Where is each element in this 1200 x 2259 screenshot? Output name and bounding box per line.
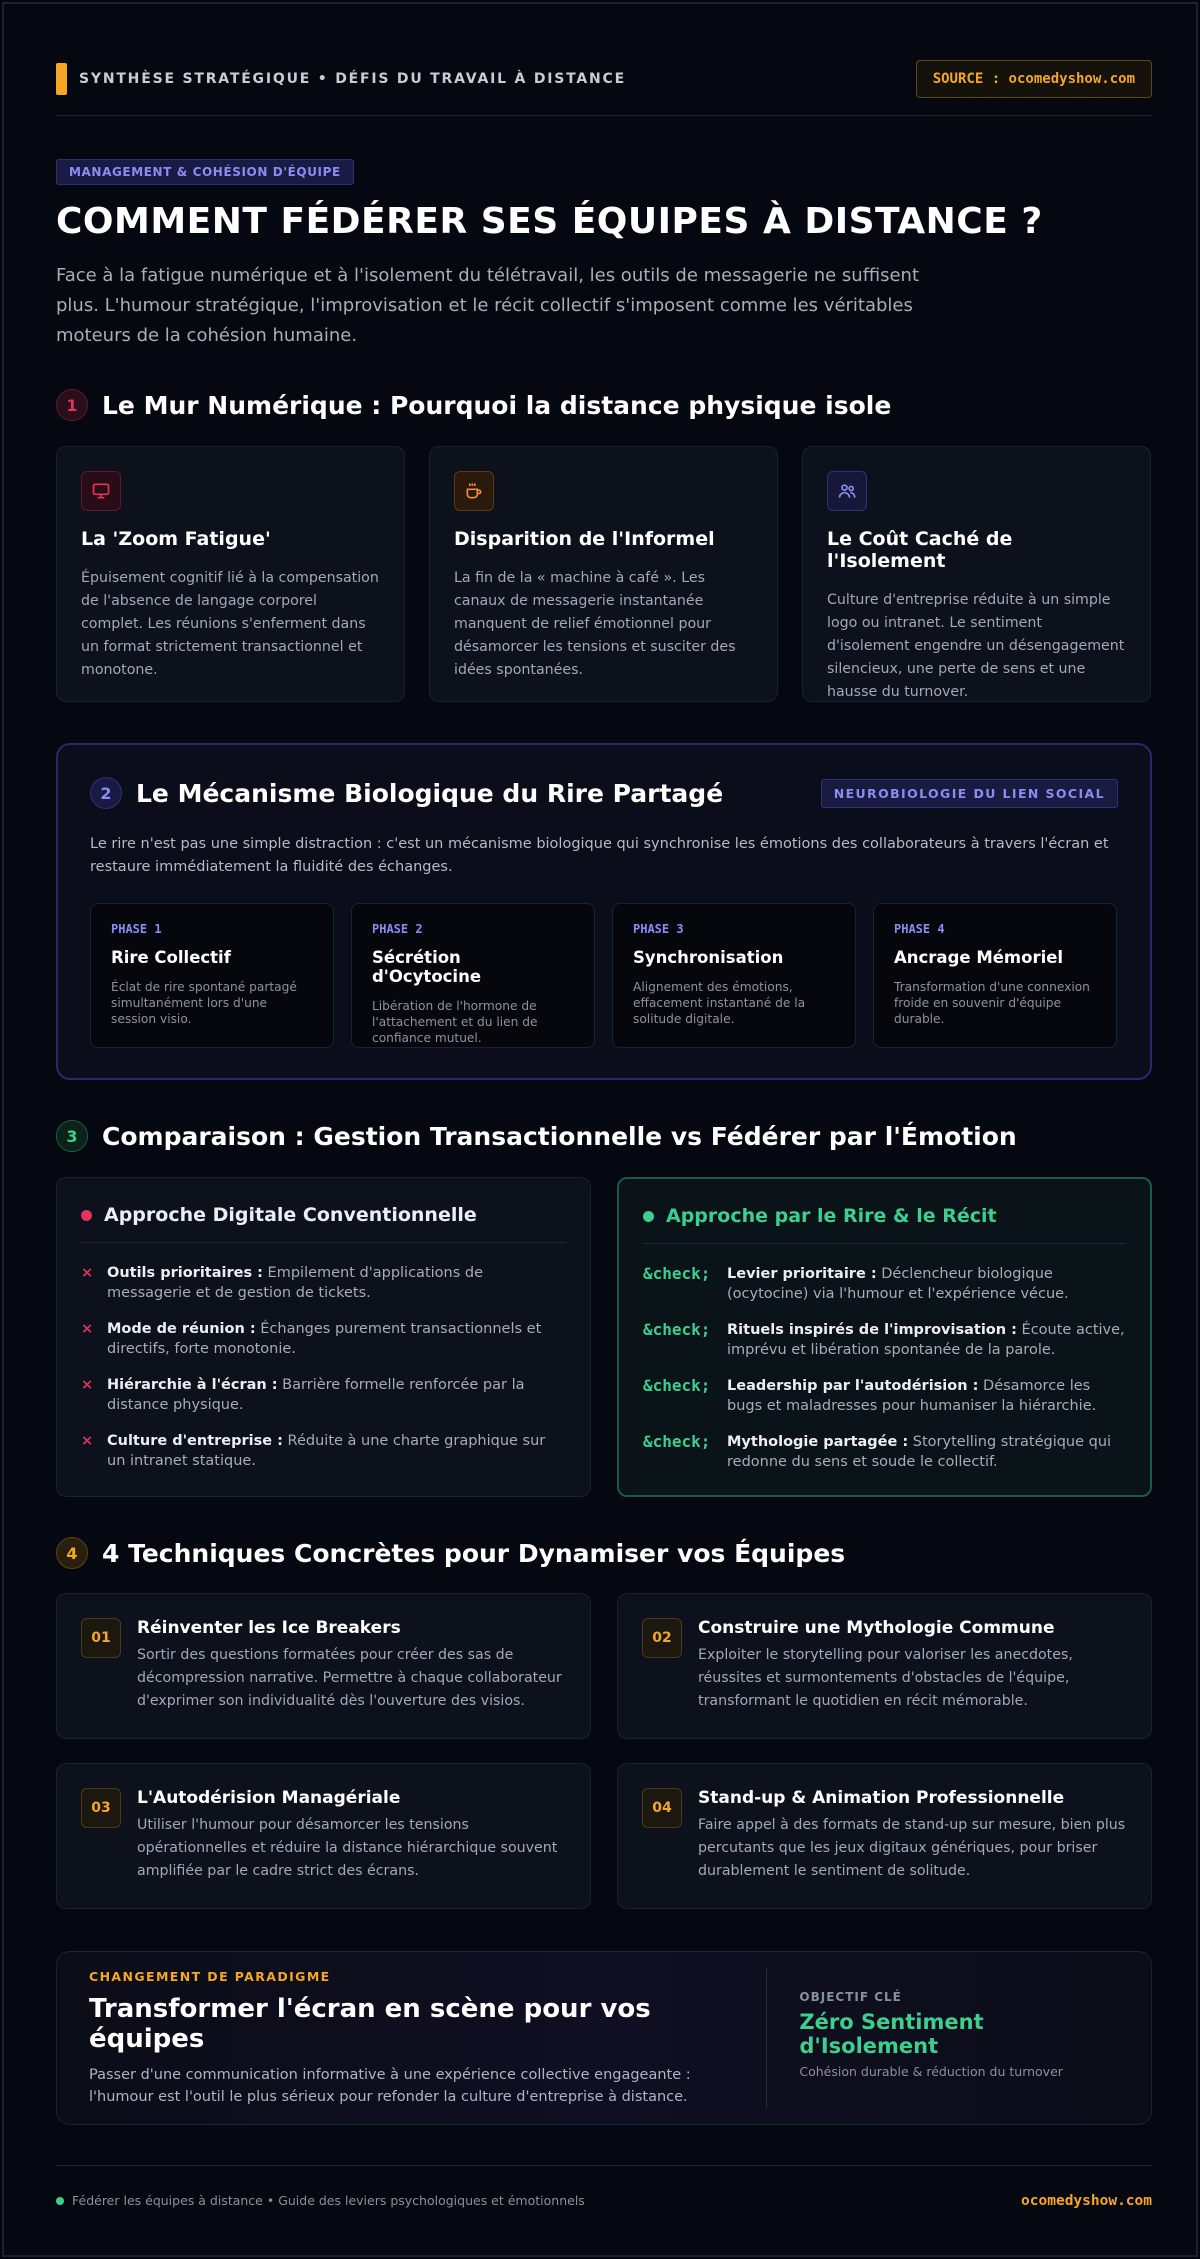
users-icon — [827, 471, 867, 511]
phase-label: PHASE 4 — [894, 922, 945, 936]
list-item: × Hiérarchie à l'écran : Barrière formelle renforcée par la distance physique. — [81, 1377, 525, 1413]
laughter-approach — [617, 1177, 1152, 1497]
footer — [56, 2165, 1152, 2235]
phase-title: Synchronisation — [633, 948, 784, 967]
paradigm-text: Passer d'une communication informative à une expérience collective engageante : l'humour est l'outil le plus sérieux pour refonder la culture d'entreprise à distance. — [89, 2066, 691, 2105]
technique-number: 03 — [81, 1788, 121, 1828]
check-icon: &check; — [643, 1376, 711, 1395]
list-item: &check; Mythologie partagée : Storytelling stratégique qui redonne du sens et soude le collectif. — [643, 1432, 1112, 1470]
check-icon: &check; — [643, 1432, 711, 1451]
source-link[interactable]: SOURCE : ocomedyshow.com — [916, 60, 1152, 98]
card-title: Disparition de l'Informel — [454, 528, 715, 550]
cross-icon: × — [81, 1321, 94, 1337]
list-item: &check; Leadership par l'autodérision : Désamorce les bugs et maladresses pour humaniser la hiérarchie. — [643, 1376, 1097, 1414]
phase-text: Libération de l'hormone de l'attachement et du lien de confiance mutuel. — [372, 999, 538, 1045]
technique-text: Faire appel à des formats de stand-up sur mesure, bien plus percutants que les jeux digitaux génériques, pour briser durablement le sentiment de solitude. — [698, 1817, 1126, 1879]
column-title: Approche Digitale Conventionnelle — [104, 1204, 477, 1226]
section2-desc: Le rire n'est pas une simple distraction : c'est un mécanisme biologique qui synchronise les émotions des collaborateurs à travers l'écran et restaure immédiatement la fluidité des échanges. — [90, 836, 1109, 875]
monitor-icon — [81, 471, 121, 511]
problem-card — [429, 446, 778, 702]
phase-label: PHASE 1 — [111, 922, 162, 936]
technique-card — [617, 1763, 1152, 1909]
card-text: Culture d'entreprise réduite à un simple logo ou intranet. Le sentiment d'isolement engendre un désengagement silencieux, une perte de sens et une hausse du turnover. — [827, 592, 1125, 700]
technique-text: Exploiter le storytelling pour valoriser les anecdotes, réussites et surmontements d'obstacles de l'équipe, transformant le quotidien en récit mémorable. — [698, 1647, 1073, 1709]
technique-number: 02 — [642, 1618, 682, 1658]
section-number: 2 — [90, 777, 122, 809]
section-title: Le Mur Numérique : Pourquoi la distance physique isole — [102, 390, 892, 420]
list-item: × Culture d'entreprise : Réduite à une charte graphique sur un intranet statique. — [81, 1433, 546, 1469]
technique-title: L'Autodérision Managériale — [137, 1788, 401, 1808]
section-number: 3 — [56, 1120, 88, 1152]
technique-title: Stand-up & Animation Professionnelle — [698, 1788, 1065, 1808]
phase-card — [351, 903, 595, 1048]
hero-tag-wrap — [56, 159, 1152, 185]
goal-value: Zéro Sentiment d'Isolement — [799, 2009, 984, 2058]
page-frame — [2, 2, 1198, 2257]
card-text: La fin de la « machine à café ». Les canaux de messagerie instantanée manquent de relief émotionnel pour désamorcer les tensions et susciter des idées spontanées. — [454, 570, 736, 678]
red-dot — [81, 1210, 92, 1221]
status-dot — [56, 2197, 64, 2205]
phase-text: Éclat de rire spontané partagé simultanément lors d'une session visio. — [111, 980, 297, 1026]
goal-label: OBJECTIF CLÉ — [799, 1989, 902, 2004]
phase-label: PHASE 2 — [372, 922, 423, 936]
list-item: &check; Rituels inspirés de l'improvisation : Écoute active, imprévu et libération spontanée de la parole. — [643, 1320, 1125, 1358]
phase-card — [612, 903, 856, 1048]
section-title: 4 Techniques Concrètes pour Dynamiser vos Équipes — [102, 1538, 846, 1568]
section-number: 4 — [56, 1537, 88, 1569]
phase-title: Rire Collectif — [111, 948, 231, 967]
phase-title: Sécrétion d'Ocytocine — [372, 948, 482, 986]
technique-card — [617, 1593, 1152, 1739]
list-item: × Mode de réunion : Échanges purement transactionnels et directifs, forte monotonie. — [81, 1321, 542, 1357]
cross-icon: × — [81, 1265, 94, 1281]
neuro-badge: NEUROBIOLOGIE DU LIEN SOCIAL — [821, 779, 1118, 808]
technique-card — [56, 1593, 591, 1739]
footer-link[interactable]: ocomedyshow.com — [1021, 2192, 1152, 2209]
comparison — [56, 1177, 1152, 1497]
section3-header — [56, 1120, 1152, 1152]
phase-card — [90, 903, 334, 1048]
section2-panel — [56, 743, 1152, 1080]
card-title: Le Coût Caché de l'Isolement — [827, 528, 1013, 572]
coffee-icon — [454, 471, 494, 511]
section4-header — [56, 1537, 1152, 1569]
footer-text: Fédérer les équipes à distance • Guide des leviers psychologiques et émotionnels — [72, 2193, 585, 2208]
technique-text: Utiliser l'humour pour désamorcer les tensions opérationnelles et réduire la distance hiérarchique souvent amplifiée par le cadre strict des écrans. — [137, 1817, 558, 1879]
check-icon: &check; — [643, 1264, 711, 1283]
paradigm-kicker: CHANGEMENT DE PARADIGME — [89, 1968, 331, 1984]
top-bar — [56, 56, 1152, 116]
phases — [90, 903, 1118, 1048]
cross-icon: × — [81, 1433, 94, 1449]
hero-lede: Face à la fatigue numérique et à l'isolement du télétravail, les outils de messagerie ne suffisent plus. L'humour stratégique, l'improvisation et le récit collectif s'imposent comme les véritables moteurs de la cohésion humaine. — [56, 265, 920, 346]
problem-card — [56, 446, 405, 702]
technique-number: 04 — [642, 1788, 682, 1828]
section1-cards — [56, 446, 1152, 702]
technique-title: Réinventer les Ice Breakers — [137, 1618, 401, 1638]
goal-sub: Cohésion durable & réduction du turnover — [799, 2063, 1063, 2079]
page-title: COMMENT FÉDÉRER SES ÉQUIPES À DISTANCE ? — [56, 201, 1043, 242]
accent-bar — [56, 63, 67, 95]
paradigm-panel — [56, 1951, 1152, 2125]
phase-text: Transformation d'une connexion froide en souvenir d'équipe durable. — [894, 980, 1090, 1026]
paradigm-title: Transformer l'écran en scène pour vos équipes — [89, 1993, 651, 2054]
technique-title: Construire une Mythologie Commune — [698, 1618, 1055, 1638]
list-item: &check; Levier prioritaire : Déclencheur biologique (ocytocine) via l'humour et l'expérience vécue. — [643, 1264, 1069, 1302]
technique-card — [56, 1763, 591, 1909]
conventional-approach — [56, 1177, 591, 1497]
phase-card — [873, 903, 1117, 1048]
technique-number: 01 — [81, 1618, 121, 1658]
section-title: Comparaison : Gestion Transactionnelle vs Fédérer par l'Émotion — [102, 1121, 1017, 1151]
techniques-grid — [56, 1593, 1152, 1909]
hero-tag: MANAGEMENT & COHÉSION D'ÉQUIPE — [56, 159, 354, 185]
phase-text: Alignement des émotions, effacement instantané de la solitude digitale. — [633, 980, 806, 1026]
list-item: × Outils prioritaires : Empilement d'applications de messagerie et de gestion de tickets. — [81, 1265, 484, 1301]
column-title: Approche par le Rire & le Récit — [666, 1205, 997, 1227]
check-icon: &check; — [643, 1320, 711, 1339]
section-number: 1 — [56, 389, 88, 421]
phase-label: PHASE 3 — [633, 922, 684, 936]
card-title: La 'Zoom Fatigue' — [81, 528, 271, 550]
section1-header — [56, 389, 1152, 421]
cross-icon: × — [81, 1377, 94, 1393]
technique-text: Sortir des questions formatées pour créer des sas de décompression narrative. Permettre à chaque collaborateur d'exprimer son individualité dès l'ouverture des visios. — [137, 1647, 562, 1709]
section-title: Le Mécanisme Biologique du Rire Partagé — [136, 778, 724, 808]
phase-title: Ancrage Mémoriel — [894, 948, 1064, 967]
card-text: Épuisement cognitif lié à la compensation de l'absence de langage corporel complet. Les réunions s'enferment dans un format strictement transactionnel et monotone. — [81, 570, 379, 678]
problem-card — [802, 446, 1151, 702]
green-dot — [643, 1211, 654, 1222]
header-title: SYNTHÈSE STRATÉGIQUE • DÉFIS DU TRAVAIL À DISTANCE — [79, 70, 626, 87]
